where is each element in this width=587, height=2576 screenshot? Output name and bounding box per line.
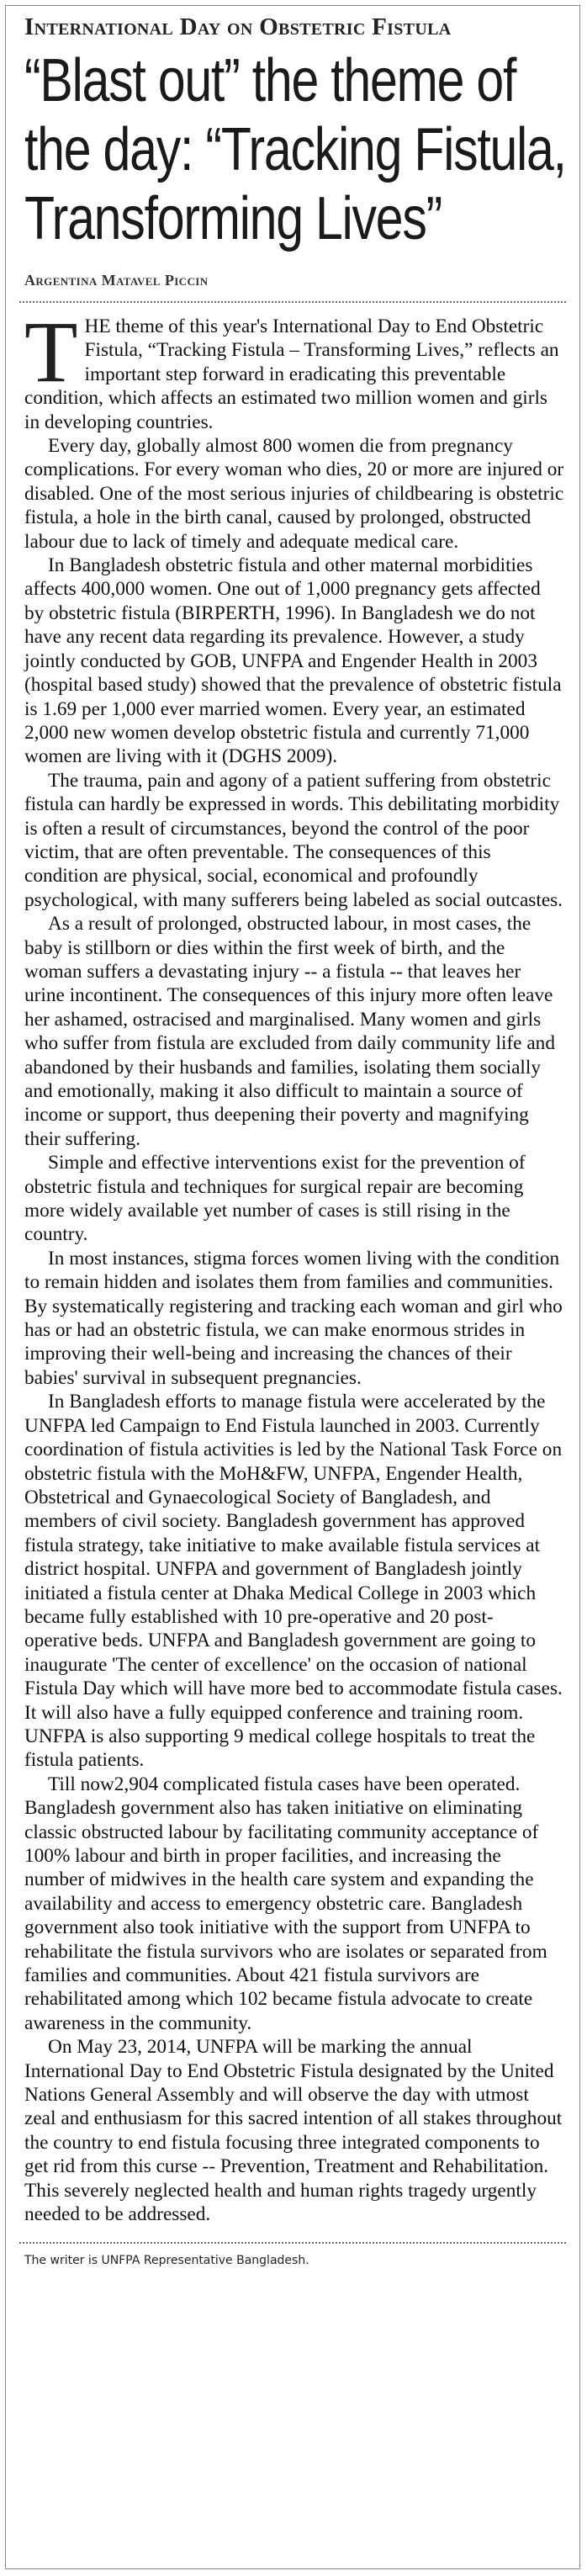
paragraph: In Bangladesh obstetric fistula and other maternal morbidities affects 400,000 women. One out of 1,000 pregnancy gets affected by obstetric fistula (BIRPERTH, 1996). In Bangladesh we do not have any recent data regarding its prevalence. However, a study jointly conducted by GOB, UNFPA and Engender Health in 2003 (hospital based study) showed that the prevalence of obstetric fistula is 1.69 per 1,000 ever married women. Every year, an estimated 2,000 new women develop obstetric fistula and currently 71,000 women are living with it (DGHS 2009). (24, 554, 562, 768)
paragraph: In most instances, stigma forces women living with the condition to remain hidden and isolates them from families and communities. By systematically registering and tracking each woman and girl who has or had an obstetric fistula, we can make enormous strides in improving their well-being and increasing the chances of their babies' survival in subsequent pregnancies. (24, 1247, 563, 1389)
paragraph: As a result of prolonged, obstructed labour, in most cases, the baby is stillborn or dies within the first week of birth, and the woman suffers a devastating injury -- a fistula -- that leaves her urine incontinent. The consequences of this injury more often leave her ashamed, ostracised and marginalised. Many women and girls who suffer from fistula are excluded from daily community life and abandoned by their husbands and families, isolating them socially and emotionally, making it also difficult to maintain a source of income or support, thus deepening their poverty and magnifying their suffering. (24, 913, 555, 1150)
byline-divider (19, 301, 566, 303)
paragraph: On May 23, 2014, UNFPA will be marking the annual International Day to End Obstetric Fistula designated by the United Nations General Assembly and will observe the day with utmost zeal and enthusiasm for this sacred intention of all stakes throughout the country to end fistula focusing three integrated components to get rid from this curse -- Prevention, Treatment and Rehabilitation. This severely neglected health and human rights tragedy urgently needed to be addressed. (24, 2036, 563, 2226)
paragraph-1-text: HE theme of this year's International Day to End Obstetric Fistula, “Tracking Fistula – Transforming Lives,” reflects an important step forward in eradicating this preventable condition, which affects an estimated two million women and girls in developing countries. (24, 315, 559, 433)
paragraph: Simple and effective interventions exist for the prevention of obstetric fistula and techniques for surgical repair are becoming more widely available yet number of cases is still rising in the country. (24, 1152, 526, 1246)
article (14, 13, 571, 2562)
article-frame (5, 5, 580, 2569)
paragraph: Every day, globally almost 800 women die from pregnancy complications. For every woman who dies, 20 or more are injured or disabled. One of the most serious injuries of childbearing is obstetric fistula, a hole in the birth canal, caused by prolonged, obstructed labour due to lack of timely and adequate medical care. (24, 435, 564, 553)
article-body (14, 304, 571, 2227)
article-kicker: International Day on Obstetric Fistula (24, 13, 452, 40)
drop-cap: T (24, 304, 78, 400)
article-headline: “Blast out” the theme of the day: “Tracking Fistula, Transforming Lives” (24, 47, 566, 252)
paragraph: In Bangladesh efforts to manage fistula were accelerated by the UNFPA led Campaign to End Fistula launched in 2003. Currently coordination of fistula activities is led by the National Task Force on obstetric fistula with the MoH&FW, UNFPA, Engender Health, Obstetrical and Gynaecological Society of Bangladesh, and members of civil society. Bangladesh government has approved fistula strategy, take initiative to make available fistula services at district hospital. UNFPA and government of Bangladesh jointly initiated a fistula center at Dhaka Medical College in 2003 which became fully established with 10 pre-operative and 20 post-operative beds. UNFPA and Bangladesh government are going to inaugurate 'The center of excellence' on the occasion of national Fistula Day which will have more bed to accommodate fistula cases. It will also have a fully equipped conference and training room. UNFPA is also supporting 9 medical college hospitals to treat the fistula patients. (24, 1391, 563, 1772)
paragraph: The trauma, pain and agony of a patient suffering from obstetric fistula can hardly be expressed in words. This debilitating morbidity is often a result of circumstances, beyond the control of the poor victim, that are often preventable. The consequences of this condition are physical, social, economical and profoundly psychological, with many sufferers being labeled as social outcastes. (24, 769, 563, 911)
paragraph: Till now2,904 complicated fistula cases have been operated. Bangladesh government also has taken initiative on eliminating classic obstructed labour by facilitating community acceptance of 100% labour and birth in proper facilities, and increasing the number of midwives in the health care system and expanding the availability and access to emergency obstetric care. Bangladesh government also took initiative with the support from UNFPA to rehabilitate the fistula survivors who are isolates or separated from families and communities. About 421 fistula survivors are rehabilitated among which 102 became fistula advocate to create awareness in the community. (24, 1773, 547, 2034)
article-byline: Argentina Matavel Piccin (24, 272, 209, 289)
footer-divider (19, 2242, 566, 2244)
author-note: The writer is UNFPA Representative Bangladesh. (24, 2253, 309, 2267)
paragraph-1 (24, 304, 564, 434)
